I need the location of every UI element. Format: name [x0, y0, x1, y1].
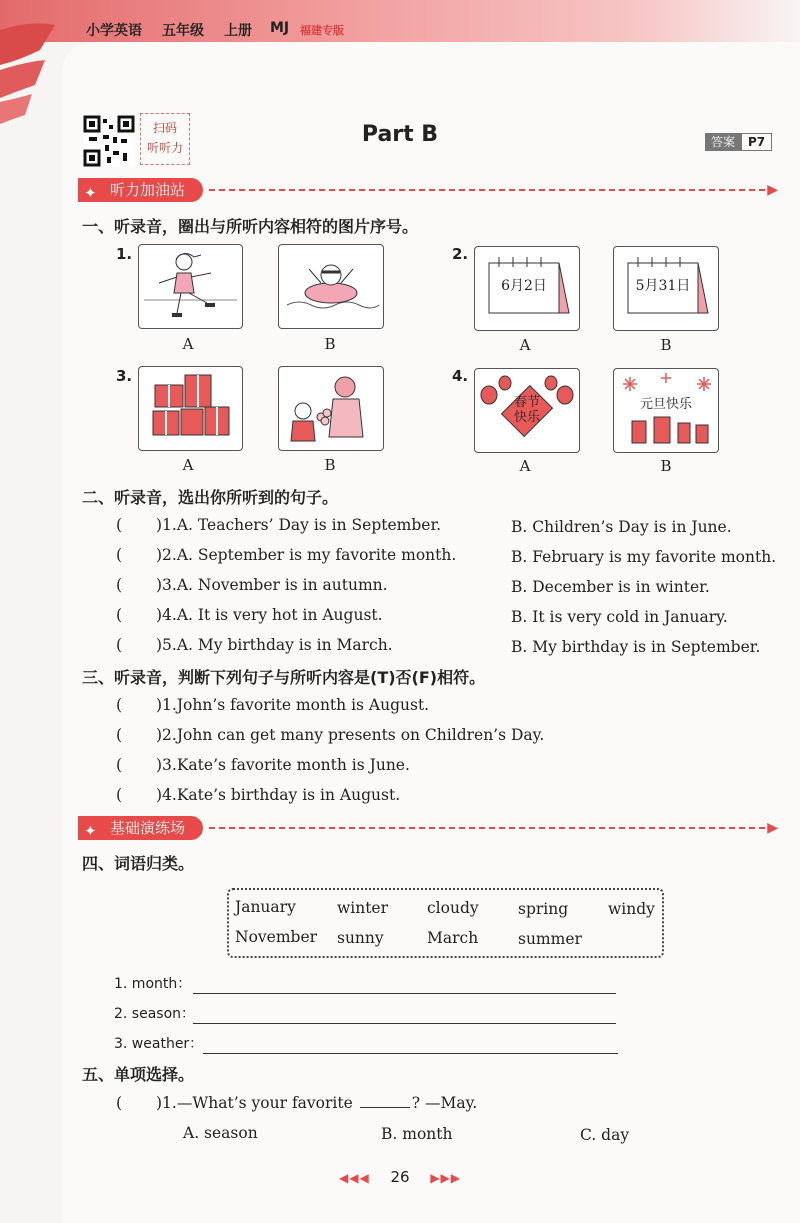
s1-item-num: 3.	[116, 367, 133, 385]
word-bank-word: windy	[608, 900, 655, 918]
section-5-title: 五、单项选择。	[82, 1065, 195, 1084]
answer-badge-label: 答案	[705, 133, 741, 151]
right-arrows-icon: ▶▶▶	[430, 1171, 462, 1185]
s3-question-row	[116, 726, 544, 744]
scan-label-line1: 扫码	[152, 121, 177, 135]
header-edition-name: 福建专版	[300, 24, 344, 37]
statement: John can get many presents on Children’s Day.	[176, 726, 545, 744]
option-label: A	[519, 457, 531, 475]
answer-paren[interactable]: (	[116, 726, 123, 744]
word-bank-word: sunny	[337, 929, 384, 947]
choice-b: B. month	[381, 1125, 453, 1143]
s3-question-row	[116, 696, 429, 714]
question-num: )2.	[156, 726, 177, 744]
option-b: B. December is in winter.	[511, 578, 710, 596]
s5-question-row	[116, 1094, 477, 1112]
section-2-title: 二、听录音，选出你所听到的句子。	[82, 488, 339, 507]
picture-calendar-a[interactable]	[474, 246, 580, 331]
picture-spring-festival[interactable]	[474, 368, 580, 453]
season-answer-line[interactable]	[193, 1022, 616, 1024]
answer-paren[interactable]: (	[116, 786, 123, 804]
calendar-date-a: 6月2日	[501, 278, 547, 294]
banner-listening	[78, 178, 778, 202]
page-title: Part B	[361, 122, 439, 147]
question-num: )5.	[156, 636, 177, 654]
choice-a: A. season	[183, 1124, 258, 1142]
answer-badge-page: P7	[741, 133, 772, 151]
banner-runner-icon: ✦	[84, 822, 97, 840]
answer-paren[interactable]: (	[116, 516, 123, 534]
header-edition-code: MJ	[270, 20, 290, 36]
option-label: B	[660, 457, 672, 475]
statement: Kate’s birthday is in August.	[176, 786, 401, 804]
s2-question-row	[116, 516, 441, 534]
blank-line[interactable]	[360, 1107, 410, 1108]
option-b: B. February is my favorite month.	[511, 548, 777, 566]
banner-basics	[78, 816, 778, 840]
pagoda-roof-decoration	[0, 20, 62, 130]
option-label: A	[182, 335, 194, 353]
picture-presents[interactable]	[138, 366, 243, 451]
banner-listening-label: 听力加油站	[110, 181, 186, 199]
left-arrows-icon: ◀◀◀	[338, 1171, 370, 1185]
word-bank-word: spring	[518, 900, 569, 918]
answer-paren[interactable]: (	[116, 546, 123, 564]
picture-boy-swimming[interactable]	[278, 244, 384, 329]
answer-paren[interactable]: (	[116, 696, 123, 714]
scan-label-line2: 听听力	[146, 141, 183, 155]
header-volume: 上册	[224, 23, 252, 39]
option-b: B. My birthday is in September.	[511, 638, 761, 656]
word-bank-word: summer	[518, 930, 582, 948]
word-bank-word: November	[235, 928, 318, 946]
picture-girl-skating[interactable]	[138, 244, 243, 329]
answer-paren[interactable]: (	[116, 756, 123, 774]
festival-greeting-b: 元旦快乐	[639, 397, 692, 412]
s1-item-num: 4.	[452, 367, 469, 385]
question-num: )1.	[156, 696, 177, 714]
section-3-title: 三、听录音，判断下列句子与所听内容是(T)否(F)相符。	[82, 668, 486, 687]
category-label-weather: 3. weather：	[114, 1036, 204, 1052]
banner-runner-icon: ✦	[84, 184, 97, 202]
category-label-season: 2. season：	[114, 1006, 196, 1022]
option-label: A	[519, 336, 531, 354]
s2-question-row	[116, 636, 393, 654]
option-a: A. September is my favorite month.	[176, 546, 457, 564]
option-a: A. It is very hot in August.	[176, 606, 383, 624]
section-1-title: 一、听录音，圈出与所听内容相符的图片序号。	[82, 217, 419, 236]
option-label: B	[324, 456, 336, 474]
header-subject: 小学英语	[86, 23, 142, 39]
option-b: B. It is very cold in January.	[511, 608, 728, 626]
statement: John’s favorite month is August.	[176, 696, 430, 714]
answer-badge[interactable]	[705, 133, 772, 151]
answer-paren[interactable]: (	[116, 576, 123, 594]
option-a: A. My birthday is in March.	[176, 636, 393, 654]
option-label: B	[660, 336, 672, 354]
answer-paren[interactable]: (	[116, 636, 123, 654]
question-num: )3.	[156, 756, 177, 774]
section-4-title: 四、词语归类。	[82, 854, 195, 873]
question-stem-end: ? —May.	[411, 1094, 478, 1112]
option-b: B. Children’s Day is in June.	[511, 518, 732, 536]
category-label-month: 1. month：	[114, 976, 192, 992]
s2-question-row	[116, 606, 383, 624]
question-num: )4.	[156, 786, 177, 804]
s2-question-row	[116, 546, 456, 564]
banner-dash-line	[209, 189, 765, 191]
banner-arrow-icon: ▶	[767, 820, 778, 836]
s3-question-row	[116, 756, 410, 774]
question-num: )3.	[156, 576, 177, 594]
option-label: A	[182, 456, 194, 474]
month-answer-line[interactable]	[193, 992, 616, 994]
option-a: A. November is in autumn.	[176, 576, 388, 594]
question-num: )4.	[156, 606, 177, 624]
option-label: B	[324, 335, 336, 353]
word-bank-word: January	[235, 898, 296, 916]
picture-flowers-for-teacher[interactable]	[278, 366, 384, 451]
festival-greeting-a: 春节快乐	[513, 395, 540, 425]
question-num: )1.	[156, 516, 177, 534]
word-bank-word: March	[427, 929, 479, 947]
statement: Kate’s favorite month is June.	[176, 756, 410, 774]
page-footer	[0, 1168, 800, 1186]
weather-answer-line[interactable]	[203, 1052, 618, 1054]
s2-question-row	[116, 576, 388, 594]
choice-c: C. day	[580, 1126, 630, 1144]
picture-new-year[interactable]	[613, 368, 719, 453]
question-stem-start: —What’s your favorite	[176, 1094, 353, 1112]
word-bank-word: winter	[337, 899, 389, 917]
header-grade: 五年级	[162, 23, 204, 39]
question-num: )1.	[156, 1094, 177, 1112]
s3-question-row	[116, 786, 400, 804]
answer-paren[interactable]: (	[116, 606, 123, 624]
calendar-date-b: 5月31日	[635, 278, 691, 294]
answer-paren[interactable]: (	[116, 1094, 123, 1112]
banner-dash-line	[209, 827, 765, 829]
page-number: 26	[390, 1168, 410, 1186]
banner-arrow-icon: ▶	[767, 182, 778, 198]
s1-item-num: 1.	[116, 245, 133, 263]
picture-calendar-b[interactable]	[613, 246, 719, 331]
banner-basics-label: 基础演练场	[110, 819, 186, 837]
question-num: )2.	[156, 546, 177, 564]
s1-item-num: 2.	[452, 245, 469, 263]
option-a: A. Teachers’ Day is in September.	[176, 516, 442, 534]
word-bank-word: cloudy	[427, 899, 479, 917]
